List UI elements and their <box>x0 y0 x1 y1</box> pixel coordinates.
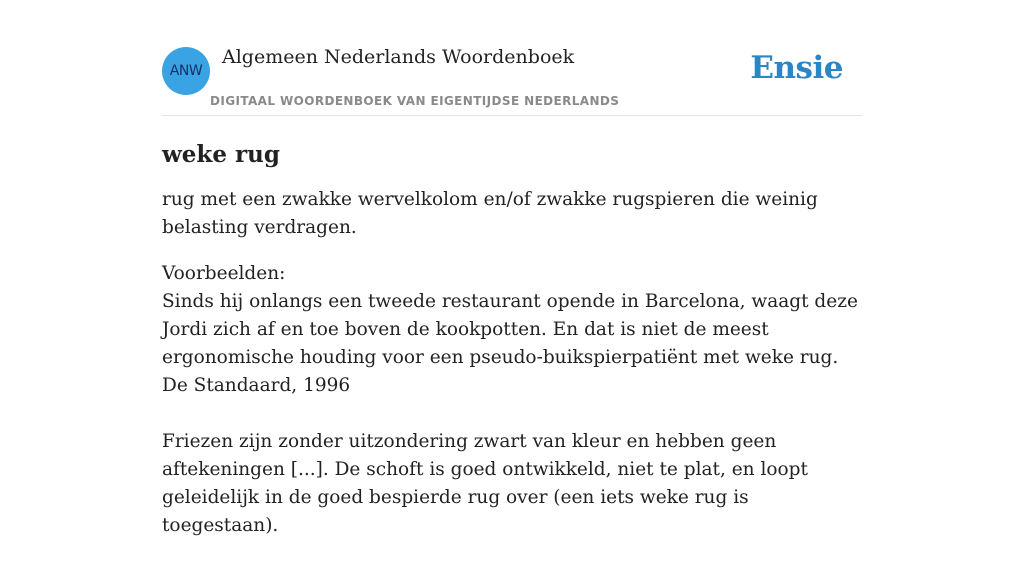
definition: rug met een zwakke wervelkolom en/of zwakke rugspieren die weinig belasting verdragen. <box>162 189 818 238</box>
examples-label: Voorbeelden: <box>162 263 286 284</box>
example-item <box>162 288 862 400</box>
example-quote: Friezen zijn zonder uitzondering zwart van kleur en hebben geen aftekeningen [...]. De schoft is goed ontwikkeld, niet te plat, en loopt geleidelijk in de goed bespierde rug over (een iets weke rug is toegestaan). <box>162 431 808 536</box>
site-header <box>162 44 862 116</box>
site-title[interactable]: Algemeen Nederlands Woordenboek <box>222 46 575 68</box>
example-item <box>162 428 862 540</box>
example-quote: Sinds hij onlangs een tweede restaurant opende in Barcelona, waagt deze Jordi zich af en toe boven de kookpotten. En dat is niet de meest ergonomische houding voor een pseudo-buikspierpatiënt met weke rug. <box>162 291 858 368</box>
headword: weke rug <box>162 141 280 168</box>
site-subtitle: DIGITAAL WOORDENBOEK VAN EIGENTIJDSE NEDERLANDS <box>210 94 620 108</box>
ensie-brand-logo[interactable]: Ensie <box>750 50 843 86</box>
anw-logo[interactable]: ANW <box>162 47 210 95</box>
example-source: De Standaard, 1996 <box>162 375 351 396</box>
entry-content <box>162 140 862 568</box>
